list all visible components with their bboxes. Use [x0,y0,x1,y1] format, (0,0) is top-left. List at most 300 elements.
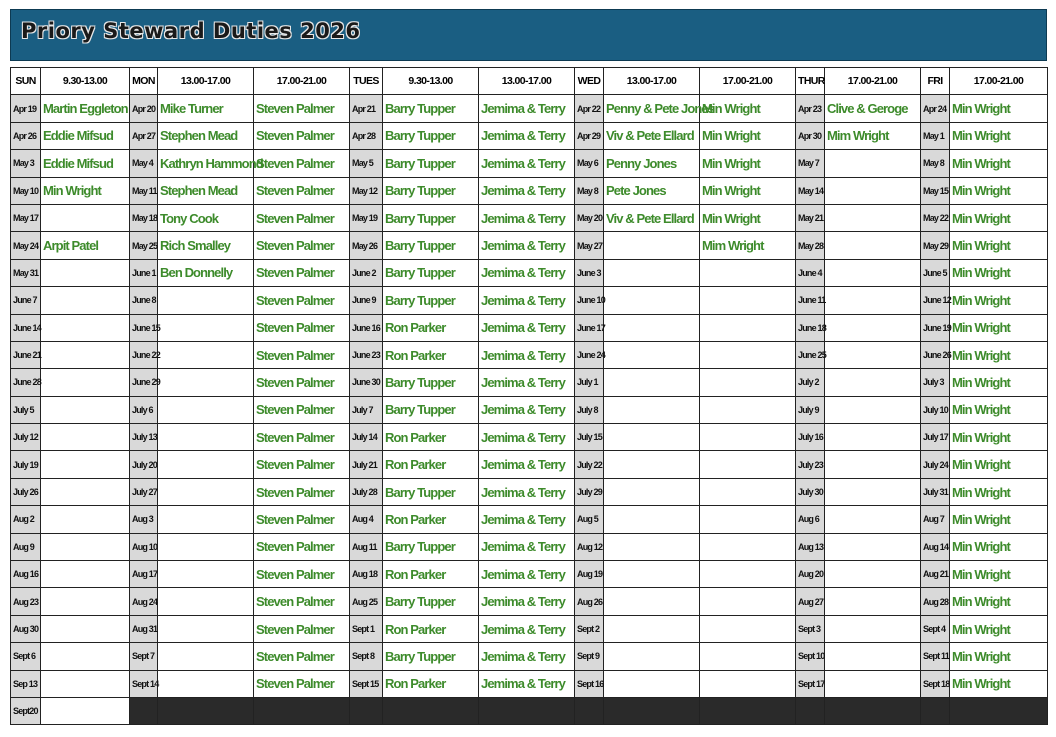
steward-cell [825,341,921,368]
date-cell: July 29 [575,478,604,505]
table-row [11,533,1048,560]
filler-cell [950,697,1048,724]
steward-cell [41,478,130,505]
filler-cell [796,697,825,724]
date-cell: June 18 [796,314,825,341]
date-cell: July 3 [921,369,950,396]
steward-cell: Jemima & Terry [479,396,575,423]
date-cell: Aug 4 [350,506,383,533]
filler-cell [383,697,479,724]
steward-cell: Min Wright [950,259,1048,286]
date-cell: Sept 3 [796,615,825,642]
steward-cell: Min Wright [950,396,1048,423]
steward-cell [825,561,921,588]
steward-cell: Min Wright [950,204,1048,231]
date-cell: July 10 [921,396,950,423]
steward-cell: Steven Palmer [254,204,350,231]
table-row [11,177,1048,204]
steward-cell: Clive & Geroge [825,95,921,122]
steward-cell [604,643,700,670]
steward-cell: Steven Palmer [254,177,350,204]
table-row [11,451,1048,478]
date-cell: May 31 [11,259,41,286]
steward-cell: Steven Palmer [254,561,350,588]
steward-cell [41,287,130,314]
steward-cell: Min Wright [950,533,1048,560]
table-row [11,697,1048,724]
date-cell: May 21 [796,204,825,231]
steward-cell: Barry Tupper [383,259,479,286]
date-cell: June 3 [575,259,604,286]
date-cell: May 25 [130,232,158,259]
steward-cell: Ron Parker [383,451,479,478]
session-header: 9.30-13.00 [383,68,479,95]
date-cell: July 17 [921,424,950,451]
date-cell: Sept 16 [575,670,604,697]
session-header: 13.00-17.00 [158,68,254,95]
date-cell: May 18 [130,204,158,231]
table-row [11,643,1048,670]
date-cell: Aug 5 [575,506,604,533]
date-cell: Sept 1 [350,615,383,642]
filler-cell [479,697,575,724]
steward-cell [825,177,921,204]
steward-cell: Ron Parker [383,670,479,697]
steward-cell: Eddie Mifsud [41,122,130,149]
steward-cell: Min Wright [950,341,1048,368]
steward-cell [700,478,796,505]
date-cell: May 3 [11,150,41,177]
steward-cell: Jemima & Terry [479,150,575,177]
date-cell: May 15 [921,177,950,204]
steward-cell [700,314,796,341]
steward-cell: Jemima & Terry [479,615,575,642]
date-cell: May 22 [921,204,950,231]
steward-cell [700,643,796,670]
steward-cell: Ron Parker [383,424,479,451]
table-row [11,615,1048,642]
steward-cell: Barry Tupper [383,95,479,122]
steward-cell [41,697,130,724]
steward-cell: Steven Palmer [254,369,350,396]
date-cell: July 28 [350,478,383,505]
steward-cell [825,588,921,615]
filler-cell [700,697,796,724]
steward-cell [825,204,921,231]
steward-cell [700,259,796,286]
date-cell: Aug 31 [130,615,158,642]
date-cell: June 26 [921,341,950,368]
date-cell: Apr 23 [796,95,825,122]
steward-cell [604,588,700,615]
table-row [11,95,1048,122]
steward-cell [604,451,700,478]
steward-cell [158,615,254,642]
date-cell: July 22 [575,451,604,478]
steward-cell [41,615,130,642]
steward-cell: Steven Palmer [254,232,350,259]
steward-cell: Min Wright [700,95,796,122]
steward-cell: Barry Tupper [383,533,479,560]
steward-cell [158,561,254,588]
filler-cell [575,697,604,724]
table-row [11,259,1048,286]
steward-cell: Min Wright [950,615,1048,642]
steward-cell: Steven Palmer [254,341,350,368]
table-row [11,122,1048,149]
steward-cell [41,451,130,478]
date-cell: Sept 4 [921,615,950,642]
session-header: 13.00-17.00 [479,68,575,95]
date-cell: Apr 24 [921,95,950,122]
steward-cell: Min Wright [950,314,1048,341]
date-cell: June 14 [11,314,41,341]
steward-cell: Min Wright [950,122,1048,149]
steward-cell [41,204,130,231]
steward-cell: Viv & Pete Ellard [604,204,700,231]
table-row [11,232,1048,259]
filler-cell [921,697,950,724]
steward-cell [604,287,700,314]
date-cell: July 9 [796,396,825,423]
day-header: THUR [796,68,825,95]
date-cell: Apr 20 [130,95,158,122]
table-row [11,396,1048,423]
date-cell: Apr 29 [575,122,604,149]
steward-cell: Min Wright [950,561,1048,588]
day-header: FRI [921,68,950,95]
date-cell: May 8 [575,177,604,204]
steward-cell: Penny & Pete Jones [604,95,700,122]
date-cell: June 1 [130,259,158,286]
date-cell: May 12 [350,177,383,204]
date-cell: June 10 [575,287,604,314]
date-cell: May 6 [575,150,604,177]
steward-cell [825,615,921,642]
steward-cell: Penny Jones [604,150,700,177]
date-cell: Sept 17 [796,670,825,697]
date-cell: June 11 [796,287,825,314]
steward-cell [825,478,921,505]
date-cell: Sep 13 [11,670,41,697]
steward-cell: Steven Palmer [254,643,350,670]
steward-cell [41,533,130,560]
steward-cell: Mim Wright [825,122,921,149]
steward-cell: Barry Tupper [383,204,479,231]
date-cell: Aug 2 [11,506,41,533]
date-cell: July 21 [350,451,383,478]
steward-cell: Jemima & Terry [479,232,575,259]
steward-cell: Min Wright [950,150,1048,177]
date-cell: Apr 22 [575,95,604,122]
steward-cell [604,478,700,505]
filler-cell [254,697,350,724]
steward-cell [158,670,254,697]
steward-cell [825,506,921,533]
steward-cell [825,424,921,451]
date-cell: Aug 7 [921,506,950,533]
steward-cell: Steven Palmer [254,150,350,177]
steward-cell: Jemima & Terry [479,588,575,615]
date-cell: Aug 19 [575,561,604,588]
session-header: 17.00-21.00 [700,68,796,95]
steward-cell: Steven Palmer [254,670,350,697]
filler-cell [604,697,700,724]
steward-cell: Min Wright [700,150,796,177]
steward-cell [158,396,254,423]
day-header: WED [575,68,604,95]
date-cell: Sept 6 [11,643,41,670]
table-row [11,369,1048,396]
date-cell: Sept 2 [575,615,604,642]
steward-cell: Steven Palmer [254,478,350,505]
steward-cell: Rich Smalley [158,232,254,259]
steward-cell [825,287,921,314]
steward-cell [700,451,796,478]
steward-cell [825,314,921,341]
steward-cell: Ron Parker [383,314,479,341]
table-row [11,314,1048,341]
steward-cell: Jemima & Terry [479,369,575,396]
steward-cell [41,314,130,341]
table-row [11,588,1048,615]
steward-cell: Barry Tupper [383,369,479,396]
table-row [11,478,1048,505]
date-cell: June 4 [796,259,825,286]
date-cell: May 14 [796,177,825,204]
header-row [11,68,1048,95]
steward-cell: Barry Tupper [383,177,479,204]
steward-cell [41,670,130,697]
steward-cell [604,396,700,423]
date-cell: Aug 6 [796,506,825,533]
steward-cell: Ron Parker [383,615,479,642]
date-cell: Apr 27 [130,122,158,149]
steward-cell [604,232,700,259]
date-cell: June 21 [11,341,41,368]
steward-cell [700,615,796,642]
date-cell: May 1 [921,122,950,149]
session-header: 17.00-21.00 [950,68,1048,95]
date-cell: Aug 14 [921,533,950,560]
steward-cell [158,314,254,341]
steward-cell [604,533,700,560]
date-cell: Aug 27 [796,588,825,615]
steward-cell: Jemima & Terry [479,533,575,560]
steward-cell: Eddie Mifsud [41,150,130,177]
date-cell: June 23 [350,341,383,368]
steward-cell: Barry Tupper [383,150,479,177]
steward-cell: Ron Parker [383,341,479,368]
date-cell: Aug 21 [921,561,950,588]
date-cell: July 12 [11,424,41,451]
date-cell: July 19 [11,451,41,478]
steward-cell: Min Wright [700,177,796,204]
steward-cell: Jemima & Terry [479,177,575,204]
date-cell: Sept 10 [796,643,825,670]
steward-cell: Steven Palmer [254,95,350,122]
steward-cell: Min Wright [950,424,1048,451]
steward-cell: Steven Palmer [254,424,350,451]
steward-cell: Steven Palmer [254,506,350,533]
date-cell: May 17 [11,204,41,231]
date-cell: Sept 9 [575,643,604,670]
steward-cell [41,259,130,286]
steward-cell [700,670,796,697]
steward-cell [41,561,130,588]
date-cell: July 2 [796,369,825,396]
steward-cell: Mim Wright [700,232,796,259]
table-row [11,341,1048,368]
date-cell: July 6 [130,396,158,423]
date-cell: June 2 [350,259,383,286]
steward-cell: Min Wright [950,478,1048,505]
date-cell: Aug 12 [575,533,604,560]
steward-cell [158,533,254,560]
date-cell: June 8 [130,287,158,314]
date-cell: May 29 [921,232,950,259]
steward-cell [604,561,700,588]
date-cell: July 16 [796,424,825,451]
steward-cell: Min Wright [950,506,1048,533]
date-cell: Aug 24 [130,588,158,615]
steward-cell [700,287,796,314]
steward-cell [158,588,254,615]
steward-cell [700,561,796,588]
date-cell: June 22 [130,341,158,368]
steward-cell: Min Wright [700,122,796,149]
date-cell: May 4 [130,150,158,177]
date-cell: Aug 16 [11,561,41,588]
table-row [11,424,1048,451]
steward-cell [158,451,254,478]
steward-cell: Steven Palmer [254,287,350,314]
date-cell: July 24 [921,451,950,478]
steward-cell: Jemima & Terry [479,95,575,122]
day-header: SUN [11,68,41,95]
steward-cell: Pete Jones [604,177,700,204]
steward-cell [825,643,921,670]
steward-cell [41,424,130,451]
date-cell: Sept20 [11,697,41,724]
date-cell: June 12 [921,287,950,314]
steward-cell: Steven Palmer [254,259,350,286]
steward-cell: Min Wright [950,232,1048,259]
table-row [11,670,1048,697]
steward-cell: Jemima & Terry [479,451,575,478]
date-cell: Aug 17 [130,561,158,588]
steward-cell: Barry Tupper [383,287,479,314]
steward-cell: Barry Tupper [383,396,479,423]
steward-cell: Ron Parker [383,561,479,588]
steward-cell: Kathryn Hammond [158,150,254,177]
filler-cell [130,697,158,724]
steward-cell: Barry Tupper [383,588,479,615]
steward-cell: Min Wright [41,177,130,204]
date-cell: Aug 30 [11,615,41,642]
date-cell: Aug 11 [350,533,383,560]
date-cell: Aug 28 [921,588,950,615]
steward-cell: Barry Tupper [383,643,479,670]
date-cell: Apr 21 [350,95,383,122]
session-header: 9.30-13.00 [41,68,130,95]
filler-cell [825,697,921,724]
date-cell: May 11 [130,177,158,204]
steward-cell [41,369,130,396]
table-row [11,506,1048,533]
steward-cell [825,150,921,177]
steward-cell: Jemima & Terry [479,561,575,588]
date-cell: Apr 30 [796,122,825,149]
date-cell: Apr 26 [11,122,41,149]
steward-cell: Jemima & Terry [479,424,575,451]
session-header: 13.00-17.00 [604,68,700,95]
table-row [11,287,1048,314]
steward-cell: Arpit Patel [41,232,130,259]
session-header: 17.00-21.00 [825,68,921,95]
steward-cell: Min Wright [950,643,1048,670]
steward-cell: Jemima & Terry [479,122,575,149]
steward-cell: Stephen Mead [158,122,254,149]
date-cell: June 17 [575,314,604,341]
steward-cell [158,287,254,314]
filler-cell [158,697,254,724]
table-row [11,150,1048,177]
steward-cell: Barry Tupper [383,122,479,149]
steward-cell: Min Wright [950,287,1048,314]
steward-cell: Steven Palmer [254,396,350,423]
date-cell: May 27 [575,232,604,259]
date-cell: June 25 [796,341,825,368]
steward-cell: Viv & Pete Ellard [604,122,700,149]
date-cell: June 9 [350,287,383,314]
date-cell: Aug 23 [11,588,41,615]
day-header: TUES [350,68,383,95]
date-cell: June 24 [575,341,604,368]
date-cell: May 28 [796,232,825,259]
steward-cell: Jemima & Terry [479,478,575,505]
date-cell: July 1 [575,369,604,396]
date-cell: July 26 [11,478,41,505]
session-header: 17.00-21.00 [254,68,350,95]
date-cell: Aug 20 [796,561,825,588]
steward-cell [825,533,921,560]
steward-cell: Mike Turner [158,95,254,122]
steward-cell [700,341,796,368]
filler-cell [350,697,383,724]
date-cell: May 20 [575,204,604,231]
steward-cell: Min Wright [700,204,796,231]
steward-cell: Steven Palmer [254,122,350,149]
steward-cell [825,369,921,396]
steward-cell: Steven Palmer [254,451,350,478]
date-cell: May 19 [350,204,383,231]
steward-cell [41,341,130,368]
steward-cell: Jemima & Terry [479,204,575,231]
date-cell: Aug 13 [796,533,825,560]
steward-cell [158,643,254,670]
steward-cell [825,670,921,697]
steward-cell [700,369,796,396]
table-row [11,561,1048,588]
date-cell: May 10 [11,177,41,204]
steward-cell [604,369,700,396]
steward-cell [604,259,700,286]
steward-cell [158,369,254,396]
steward-cell [158,341,254,368]
steward-cell [825,396,921,423]
steward-cell: Steven Palmer [254,588,350,615]
